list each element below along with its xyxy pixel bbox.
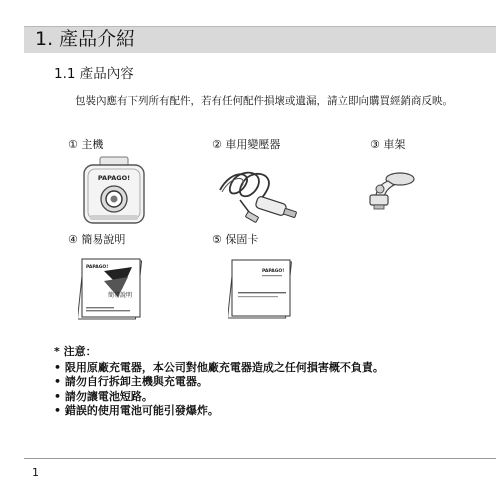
card-brand: PAPAGO! <box>262 269 285 274</box>
footer-divider <box>24 458 496 459</box>
dashcam-image <box>78 155 150 227</box>
intro-paragraph: 包裝內應有下列所有配件，若有任何配件損壞或遺漏，請立即向購買經銷商反映。 <box>75 95 453 107</box>
section-heading: 1.1 產品內容 <box>54 66 134 82</box>
item-label-car-charger: ② 車用變壓器 <box>212 138 281 151</box>
note-item: • 錯誤的使用電池可能引發爆炸。 <box>54 404 384 419</box>
page-number: 1 <box>32 466 39 479</box>
notes-heading: * 注意： <box>54 345 97 358</box>
car-charger-image <box>212 160 312 232</box>
notes-block <box>54 345 384 419</box>
warranty-card-image <box>228 257 298 323</box>
note-item: • 限用原廠充電器，本公司對他廠充電器造成之任何損害概不負責。 <box>54 361 384 376</box>
page-title: 1. 產品介紹 <box>35 28 136 50</box>
item-label-mount: ③ 車架 <box>370 138 406 151</box>
dashcam-brand: PAPAGO! <box>97 174 131 182</box>
guide-brand: PAPAGO! <box>86 265 109 270</box>
quick-guide-image <box>78 257 148 323</box>
note-item: • 請勿讓電池短路。 <box>54 390 384 405</box>
note-item: • 請勿自行拆卸主機與充電器。 <box>54 375 384 390</box>
item-label-warranty-card: ⑤ 保固卡 <box>212 233 259 246</box>
mount-image <box>360 165 420 217</box>
item-label-main-unit: ① 主機 <box>68 138 104 151</box>
item-label-quick-guide: ④ 簡易說明 <box>68 233 126 246</box>
guide-title: 簡易說明 <box>108 292 133 299</box>
